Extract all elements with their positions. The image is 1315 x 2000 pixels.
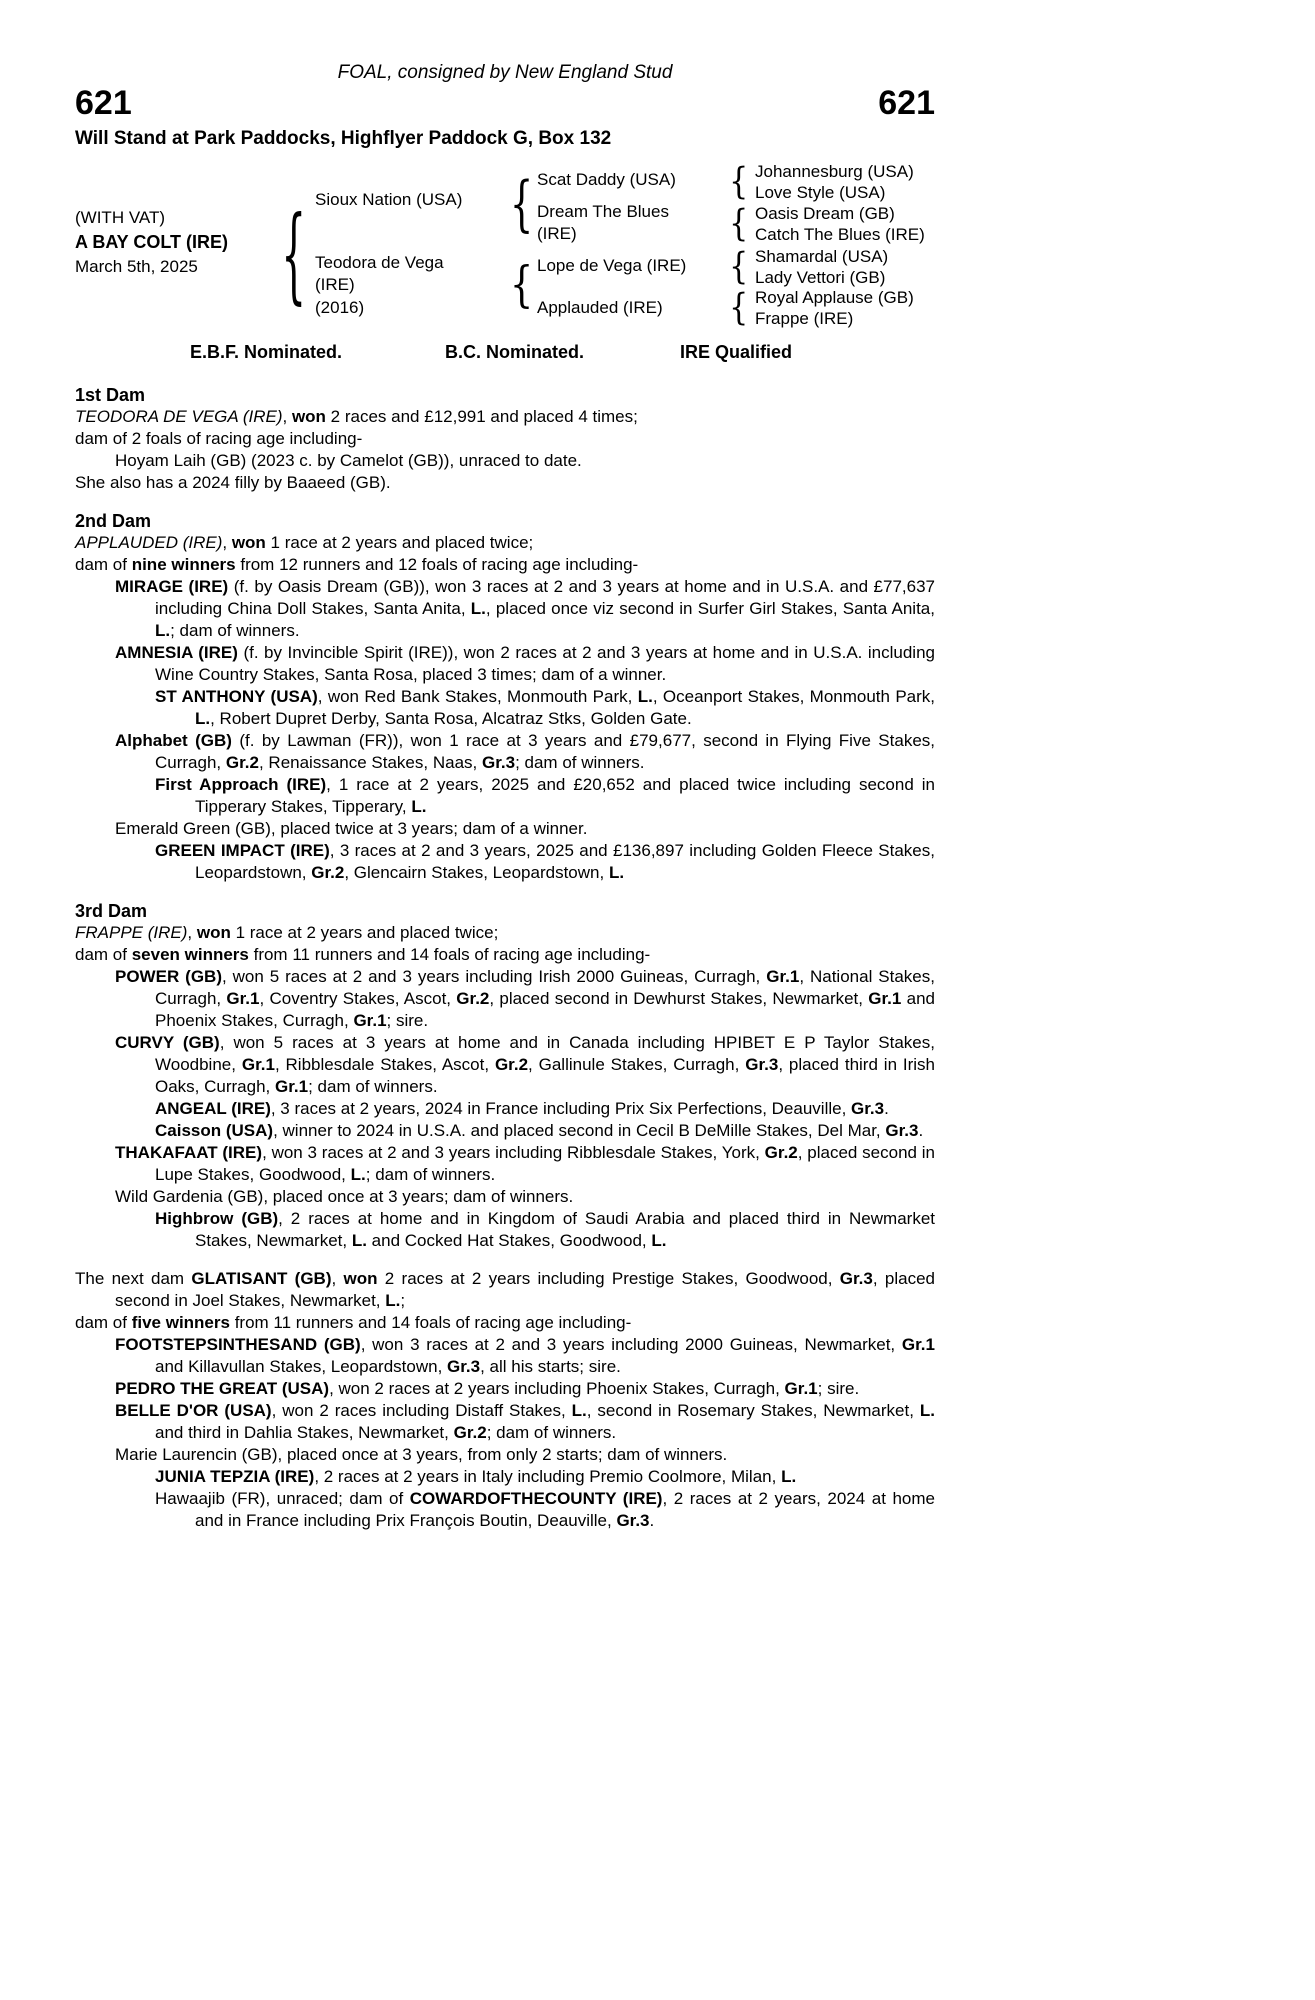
text-run: L. [608, 863, 625, 882]
dam-section-heading: 3rd Dam [75, 901, 148, 921]
text-run: , Ribblesdale Stakes, Ascot, [274, 1055, 495, 1074]
pedigree-gg1: Johannesburg (USA) [755, 162, 914, 181]
text-run: ; dam of winners. [486, 1423, 617, 1442]
text-run: AMNESIA (IRE) [115, 643, 238, 662]
pedigree-paragraph [75, 1098, 935, 1120]
text-run: TEODORA DE VEGA (IRE) [75, 407, 283, 426]
pedigree-sire-sire: Scat Daddy (USA) [537, 170, 676, 189]
text-run: , won 5 races at 2 and 3 years including Irish 2000 Guineas, Curragh, [221, 967, 767, 986]
text-run: ; sire. [386, 1011, 429, 1030]
text-run: , placed once viz second in Surfer Girl Stakes, Santa Anita, [485, 599, 935, 618]
pedigree-paragraph [75, 1142, 935, 1186]
text-run: , National Stakes, Curragh, [155, 967, 935, 1008]
text-run: The next dam [75, 1269, 192, 1288]
text-run: (f. by Invincible Spirit (IRE)), won 2 races at 2 and 3 years at home and in U.S.A. including Wine Country Stakes, Santa Rosa, placed 3 times; dam of a winner. [155, 643, 935, 684]
pedigree-paragraph [75, 1400, 935, 1444]
text-run: (f. by Lawman (FR)), won 1 race at 3 years and £79,677, second in Flying Five Stakes, Curragh, [155, 731, 935, 772]
text-run: , won 2 races including Distaff Stakes, [271, 1401, 572, 1420]
text-run: Gr.1 [353, 1011, 387, 1030]
text-run: from 12 runners and 12 foals of racing age including- [235, 555, 639, 574]
text-run: 1 race at 2 years and placed twice; [265, 533, 534, 552]
text-run: ; sire. [817, 1379, 860, 1398]
text-run: APPLAUDED (IRE) [75, 533, 223, 552]
dam-section [75, 510, 935, 884]
foal-description: A BAY COLT (IRE) [75, 232, 229, 252]
text-run: Gr.1 [275, 1077, 309, 1096]
pedigree-paragraph [75, 1208, 935, 1252]
text-run: Gr.3 [616, 1511, 650, 1530]
pedigree-paragraph [75, 1488, 935, 1532]
text-run: MIRAGE (IRE) [115, 577, 229, 596]
text-run: dam of 2 foals of racing age including- [75, 429, 363, 448]
text-run: ST ANTHONY (USA) [155, 687, 318, 706]
text-run: ; dam of winners. [365, 1165, 496, 1184]
brace [730, 202, 748, 246]
text-run: from 11 runners and 14 foals of racing age including- [229, 1313, 632, 1332]
brace [730, 160, 748, 204]
text-run: , winner to 2024 in U.S.A. and placed second in Cecil B DeMille Stakes, Del Mar, [273, 1121, 886, 1140]
text-run: Alphabet (GB) [115, 731, 232, 750]
pedigree-paragraph [75, 1466, 935, 1488]
text-run: Gr.3 [885, 1121, 919, 1140]
text-run: ; dam of winners. [515, 753, 645, 772]
pedigree-paragraph [75, 1268, 935, 1312]
pedigree-sire: Sioux Nation (USA) [315, 190, 463, 209]
brace [730, 286, 748, 330]
dam-section [75, 384, 935, 494]
text-run: , Oceanport Stakes, Monmouth Park, [652, 687, 936, 706]
text-run: Gr.1 [226, 989, 260, 1008]
text-run: , all his starts; sire. [480, 1357, 621, 1376]
pedigree-gg3: Oasis Dream (GB) [755, 204, 895, 223]
text-run: JUNIA TEPZIA (IRE) [155, 1467, 315, 1486]
text-run: won [231, 533, 266, 552]
lot-number-row [75, 86, 935, 120]
pedigree-paragraph [75, 1120, 935, 1142]
text-run: Gr.1 [868, 989, 902, 1008]
pedigree-gg6: Lady Vettori (GB) [755, 268, 886, 287]
dam-section-heading: 1st Dam [75, 385, 146, 405]
text-run: , 1 race at 2 years, 2025 and £20,652 and placed twice including second in Tipperary Stakes, Tipperary, [195, 775, 936, 816]
pedigree-paragraph [75, 922, 935, 944]
text-run: L. [571, 1401, 587, 1420]
text-run: Gr.3 [839, 1269, 873, 1288]
text-run: , Glencairn Stakes, Leopardstown, [344, 863, 609, 882]
pedigree-paragraph [75, 840, 935, 884]
pedigree-paragraph [75, 642, 935, 686]
pedigree-paragraph [75, 1032, 935, 1098]
text-run: L. [411, 797, 427, 816]
pedigree-dam-sire: Lope de Vega (IRE) [537, 256, 687, 275]
text-run: 2 races and £12,991 and placed 4 times; [325, 407, 638, 426]
pedigree-paragraph [75, 966, 935, 1032]
text-run: POWER (GB) [115, 967, 222, 986]
vat-note: (WITH VAT) [75, 208, 166, 227]
pedigree-paragraph [75, 576, 935, 642]
pedigree-sire-dam-line2: (IRE) [537, 224, 577, 243]
dam-section [75, 900, 935, 1252]
text-run: , [187, 923, 197, 942]
pedigree-paragraph [75, 406, 935, 428]
brace [285, 192, 303, 316]
text-run: GLATISANT (GB) [191, 1269, 332, 1288]
text-run: Gr.1 [784, 1379, 818, 1398]
text-run: Gr.2 [311, 863, 345, 882]
pedigree-gg7: Royal Applause (GB) [755, 288, 914, 307]
text-run: Gr.2 [225, 753, 259, 772]
text-run: and Cocked Hat Stakes, Goodwood, [366, 1231, 652, 1250]
text-run: , 2 races at 2 years, 2024 at home and in France including Prix François Boutin, Deauville, [195, 1489, 935, 1530]
stand-location-line: Will Stand at Park Paddocks, Highflyer Paddock G, Box 132 [75, 128, 612, 149]
pedigree-gg5: Shamardal (USA) [755, 247, 889, 266]
text-run: . [649, 1511, 655, 1530]
text-run: L. [155, 621, 171, 640]
pedigree-gg8: Frappe (IRE) [755, 309, 854, 328]
text-run: , placed second in Joel Stakes, Newmarket, [115, 1269, 935, 1310]
text-run: L. [350, 1165, 366, 1184]
pedigree-paragraph [75, 554, 935, 576]
pedigree-paragraph [75, 730, 935, 774]
text-run: , placed second in Lupe Stakes, Goodwood, [155, 1143, 935, 1184]
ebf-nominated-label: E.B.F. Nominated. [190, 342, 343, 362]
pedigree-paragraph [75, 472, 935, 494]
text-run: THAKAFAAT (IRE) [115, 1143, 263, 1162]
text-run: L. [351, 1231, 367, 1250]
text-run: Wild Gardenia (GB), placed once at 3 years; dam of winners. [115, 1187, 574, 1206]
ire-qualified-label: IRE Qualified [680, 342, 793, 362]
text-run: , [282, 407, 292, 426]
pedigree-dam-line2: (IRE) [315, 275, 355, 294]
text-run: from 11 runners and 14 foals of racing age including- [248, 945, 651, 964]
text-run: Gr.2 [764, 1143, 798, 1162]
text-run: and Killavullan Stakes, Leopardstown, [155, 1357, 448, 1376]
text-run: , [222, 533, 232, 552]
pedigree-paragraph [75, 686, 935, 730]
text-run: GREEN IMPACT (IRE) [155, 841, 330, 860]
pedigree-paragraph [75, 1186, 935, 1208]
text-run: L. [637, 687, 653, 706]
text-run: Gr.2 [453, 1423, 487, 1442]
text-run: ; dam of winners. [308, 1077, 438, 1096]
text-run: Gr.2 [456, 989, 490, 1008]
text-run: , placed third in Irish Oaks, Curragh, [155, 1055, 935, 1096]
text-run: dam of [75, 1313, 132, 1332]
text-run: COWARDOFTHECOUNTY (IRE) [409, 1489, 663, 1508]
pedigree-dam-line3: (2016) [315, 298, 365, 317]
bc-nominated-label: B.C. Nominated. [445, 342, 585, 362]
text-run: , won 2 races at 2 years including Phoenix Stakes, Curragh, [329, 1379, 785, 1398]
pedigree-sire-dam-line1: Dream The Blues [537, 202, 669, 221]
brace [730, 245, 748, 289]
lot-number-left: 621 [75, 84, 132, 122]
pedigree-paragraph [75, 944, 935, 966]
dam-section-heading: 2nd Dam [75, 511, 152, 531]
text-run: First Approach (IRE) [155, 775, 327, 794]
dam-section [75, 1268, 935, 1532]
text-run: , Coventry Stakes, Ascot, [259, 989, 457, 1008]
pedigree-paragraph [75, 532, 935, 554]
pedigree-paragraph [75, 818, 935, 840]
text-run: , 3 races at 2 years, 2024 in France including Prix Six Perfections, Deauville, [270, 1099, 852, 1118]
text-run: PEDRO THE GREAT (USA) [115, 1379, 330, 1398]
text-run: , Renaissance Stakes, Naas, [258, 753, 482, 772]
text-run: , Robert Dupret Derby, Santa Rosa, Alcatraz Stks, Golden Gate. [210, 709, 692, 728]
text-run: . [884, 1099, 889, 1118]
text-run: five winners [131, 1313, 230, 1332]
text-run: Gr.1 [901, 1335, 935, 1354]
page-content [75, 0, 935, 1532]
text-run: 2 races at 2 years including Prestige Stakes, Goodwood, [377, 1269, 840, 1288]
text-run: dam of [75, 945, 132, 964]
text-run: Emerald Green (GB), placed twice at 3 years; dam of a winner. [115, 819, 588, 838]
brace [513, 165, 531, 241]
text-run: Gr.1 [766, 967, 800, 986]
lot-number-right: 621 [878, 84, 935, 122]
text-run: , won 5 races at 3 years at home and in Canada including HPIBET E P Taylor Stakes, Woodbine, [155, 1033, 935, 1074]
text-run: , Gallinule Stakes, Curragh, [528, 1055, 746, 1074]
pedigree-gg4: Catch The Blues (IRE) [755, 225, 925, 244]
text-run: seven winners [131, 945, 249, 964]
text-run: Marie Laurencin (GB), placed once at 3 years, from only 2 starts; dam of winners. [115, 1445, 728, 1464]
text-run: and third in Dahlia Stakes, Newmarket, [155, 1423, 454, 1442]
text-run: L. [651, 1231, 667, 1250]
text-run: L. [919, 1401, 935, 1420]
text-run: L. [781, 1467, 797, 1486]
consignor-line: FOAL, consigned by New England Stud [337, 62, 673, 83]
text-run: L. [195, 709, 211, 728]
pedigree-paragraph [75, 1334, 935, 1378]
text-run: , placed second in Dewhurst Stakes, Newmarket, [489, 989, 869, 1008]
text-run: She also has a 2024 filly by Baaeed (GB). [75, 473, 391, 492]
nominations-row [75, 342, 935, 366]
text-run: ; [400, 1291, 406, 1310]
text-run: Gr.3 [745, 1055, 779, 1074]
text-run: Gr.3 [851, 1099, 885, 1118]
pedigree-dam-line1: Teodora de Vega [315, 253, 444, 272]
text-run: won [196, 923, 231, 942]
text-run: Hoyam Laih (GB) (2023 c. by Camelot (GB)), unraced to date. [115, 451, 582, 470]
text-run: nine winners [131, 555, 236, 574]
text-run: FOOTSTEPSINTHESAND (GB) [115, 1335, 361, 1354]
text-run: Caisson (USA) [155, 1121, 274, 1140]
text-run: , won 3 races at 2 and 3 years including Ribblesdale Stakes, York, [262, 1143, 765, 1162]
text-run: FRAPPE (IRE) [75, 923, 188, 942]
text-run: , 2 races at home and in Kingdom of Saudi Arabia and placed third in Newmarket Stakes, Newmarket, [195, 1209, 935, 1250]
text-run: CURVY (GB) [115, 1033, 220, 1052]
text-run: ANGEAL (IRE) [155, 1099, 271, 1118]
text-run: , [331, 1269, 344, 1288]
text-run: Gr.3 [481, 753, 516, 772]
text-run: Gr.2 [494, 1055, 529, 1074]
pedigree-paragraph [75, 774, 935, 818]
text-run: , won Red Bank Stakes, Monmouth Park, [317, 687, 638, 706]
pedigree-paragraph [75, 450, 935, 472]
text-run: BELLE D'OR (USA) [115, 1401, 272, 1420]
text-run: L. [385, 1291, 401, 1310]
brace [513, 253, 531, 315]
text-run: dam of [75, 555, 132, 574]
text-run: Gr.1 [241, 1055, 275, 1074]
text-run: , 2 races at 2 years in Italy including Premio Coolmore, Milan, [314, 1467, 782, 1486]
pedigree-paragraph [75, 1312, 935, 1334]
pedigree-paragraph [75, 1444, 935, 1466]
text-run: Highbrow (GB) [155, 1209, 279, 1228]
text-run: Gr.3 [447, 1357, 481, 1376]
pedigree-gg2: Love Style (USA) [755, 183, 886, 202]
text-run: . [918, 1121, 924, 1140]
pedigree-dam-dam: Applauded (IRE) [537, 298, 663, 317]
text-run: Hawaajib (FR), unraced; dam of [155, 1489, 410, 1508]
pedigree-table [75, 160, 935, 332]
text-run: , won 3 races at 2 and 3 years including 2000 Guineas, Newmarket, [360, 1335, 902, 1354]
text-run: (f. by Oasis Dream (GB)), won 3 races at 2 and 3 years at home and in U.S.A. and £77,637 including China Doll Stakes, Santa Anita, [155, 577, 935, 618]
dam-sections [75, 384, 935, 1532]
text-run: L. [470, 599, 486, 618]
pedigree-paragraph [75, 1378, 935, 1400]
text-run: and Phoenix Stakes, Curragh, [155, 989, 935, 1030]
text-run: ; dam of winners. [170, 621, 300, 640]
foal-date: March 5th, 2025 [75, 257, 198, 276]
text-run: 1 race at 2 years and placed twice; [230, 923, 499, 942]
text-run: , second in Rosemary Stakes, Newmarket, [586, 1401, 920, 1420]
text-run: , 3 races at 2 and 3 years, 2025 and £136,897 including Golden Fleece Stakes, Leopardstown, [195, 841, 935, 882]
text-run: won [291, 407, 326, 426]
pedigree-paragraph [75, 428, 935, 450]
text-run: won [343, 1269, 378, 1288]
